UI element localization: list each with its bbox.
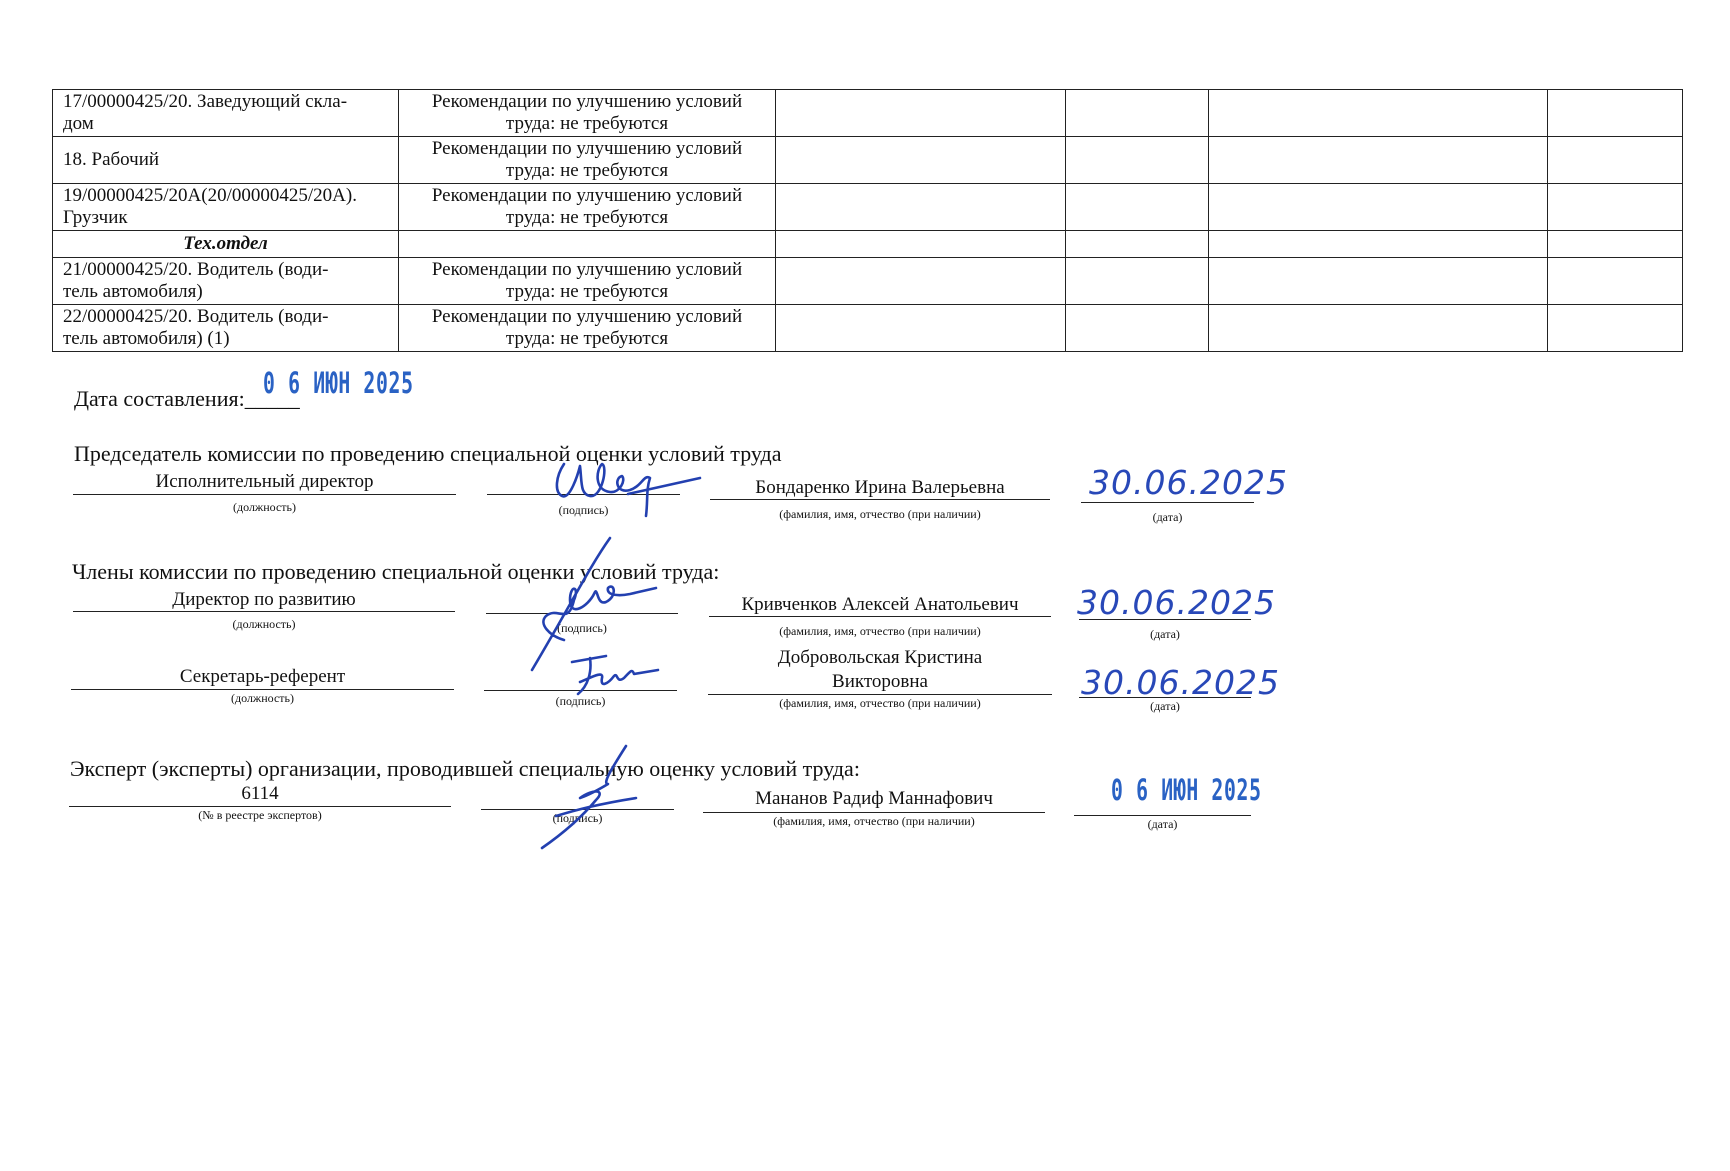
recommendation-cell: Рекомендации по улучшению условий труда: не требуются [399,90,776,137]
chairman-date-caption: (дата) [1152,510,1183,524]
member1-date-caption: (дата) [1150,627,1180,641]
recommendation-cell: Рекомендации по улучшению условий труда: не требуются [399,184,776,231]
chairman-date-handwritten: 30.06.2025 [1089,463,1288,502]
member1-date-handwritten: 30.06.2025 [1077,583,1276,622]
empty-cell [1209,231,1548,258]
empty-cell [1548,231,1683,258]
empty-cell [776,258,1066,305]
member1-position-line [73,611,455,612]
chairman-signature-image [550,456,710,522]
results-table [52,89,1683,352]
table-row [53,258,1683,305]
empty-cell [1548,258,1683,305]
empty-cell [1548,137,1683,184]
chairman-heading: Председатель комиссии по проведению специальной оценки условий труда [74,441,782,466]
empty-cell [1209,184,1548,231]
member1-position-caption: (должность) [232,617,296,631]
date-compiled-stamp: 0 6 ИЮН 2025 [263,366,414,400]
empty-cell [1209,258,1548,305]
recommendation-cell: Рекомендации по улучшению условий труда: не требуются [399,258,776,305]
chairman-position-line [73,494,456,495]
empty-cell [1209,137,1548,184]
empty-cell [1066,305,1209,352]
empty-cell [1066,90,1209,137]
member2-name-line [708,694,1052,695]
chairman-date-line [1081,502,1254,503]
member2-name-caption: (фамилия, имя, отчество (при наличии) [779,696,981,710]
member2-name-line2: Викторовна [832,671,928,692]
chairman-position-caption: (должность) [233,500,296,514]
member1-name-line [709,616,1051,617]
members-heading: Члены комиссии по проведению специальной оценки условий труда: [72,559,720,584]
empty-cell [1209,90,1548,137]
table-section-row [53,231,1683,258]
expert-date-line [1074,815,1251,816]
chairman-name: Бондаренко Ирина Валерьевна [755,477,1005,498]
empty-cell [776,90,1066,137]
member1-position: Директор по развитию [172,589,356,610]
expert-name-line [703,812,1045,813]
date-compiled-label: Дата составления:_____ [74,386,300,411]
recommendation-cell: Рекомендации по улучшению условий труда: не требуются [399,305,776,352]
member2-position: Секретарь-референт [179,666,346,687]
empty-cell [1066,137,1209,184]
section-title-cell: Тех.отдел [53,231,399,258]
chairman-position: Исполнительный директор [155,471,374,492]
member2-position-caption: (должность) [231,691,294,705]
member2-position-line [71,689,454,690]
table-row [53,305,1683,352]
expert-date-caption: (дата) [1147,817,1178,831]
empty-cell [776,305,1066,352]
job-name-cell: 18. Рабочий [53,137,399,184]
member2-date-caption: (дата) [1150,699,1180,713]
member1-date-line [1079,619,1251,620]
table-row [53,137,1683,184]
expert-date-stamp: 0 6 ИЮН 2025 [1111,773,1262,807]
empty-cell [776,137,1066,184]
member2-signature-image [560,648,660,702]
table-row [53,184,1683,231]
member2-date-handwritten: 30.06.2025 [1081,663,1280,702]
expert-registry-line [69,806,451,807]
expert-registry-caption: (№ в реестре экспертов) [198,808,322,822]
empty-cell [1548,90,1683,137]
chairman-name-line [710,499,1050,500]
member2-date-line [1079,697,1251,698]
empty-cell [1209,305,1548,352]
table-row [53,90,1683,137]
job-name-cell: 22/00000425/20. Водитель (води- тель автомобиля) (1) [53,305,399,352]
empty-cell [776,184,1066,231]
member2-signature-caption: (подпись) [555,694,606,708]
empty-cell [1066,258,1209,305]
expert-name-caption: (фамилия, имя, отчество (при наличии) [773,814,975,828]
empty-cell [1548,305,1683,352]
job-name-cell: 19/00000425/20А(20/00000425/20А). Грузчик [53,184,399,231]
chairman-name-caption: (фамилия, имя, отчество (при наличии) [779,507,981,521]
member1-name-caption: (фамилия, имя, отчество (при наличии) [779,624,981,638]
recommendation-cell: Рекомендации по улучшению условий труда: не требуются [399,137,776,184]
member1-name: Кривченков Алексей Анатольевич [741,594,1019,615]
expert-heading: Эксперт (эксперты) организации, проводившей специальную оценку условий труда: [70,756,860,781]
empty-cell [1548,184,1683,231]
expert-registry-number: 6114 [241,783,279,804]
empty-cell [1066,184,1209,231]
member1-signature-caption: (подпись) [557,621,607,635]
recommendation-cell [399,231,776,258]
expert-signature-image [536,744,646,854]
expert-name: Мананов Радиф Маннафович [755,788,993,809]
expert-signature-caption: (подпись) [552,811,603,825]
chairman-signature-caption: (подпись) [558,503,609,517]
empty-cell [776,231,1066,258]
job-name-cell: 17/00000425/20. Заведующий скла- дом [53,90,399,137]
member2-name-line1: Добровольская Кристина [777,647,983,668]
job-name-cell: 21/00000425/20. Водитель (води- тель автомобиля) [53,258,399,305]
empty-cell [1066,231,1209,258]
